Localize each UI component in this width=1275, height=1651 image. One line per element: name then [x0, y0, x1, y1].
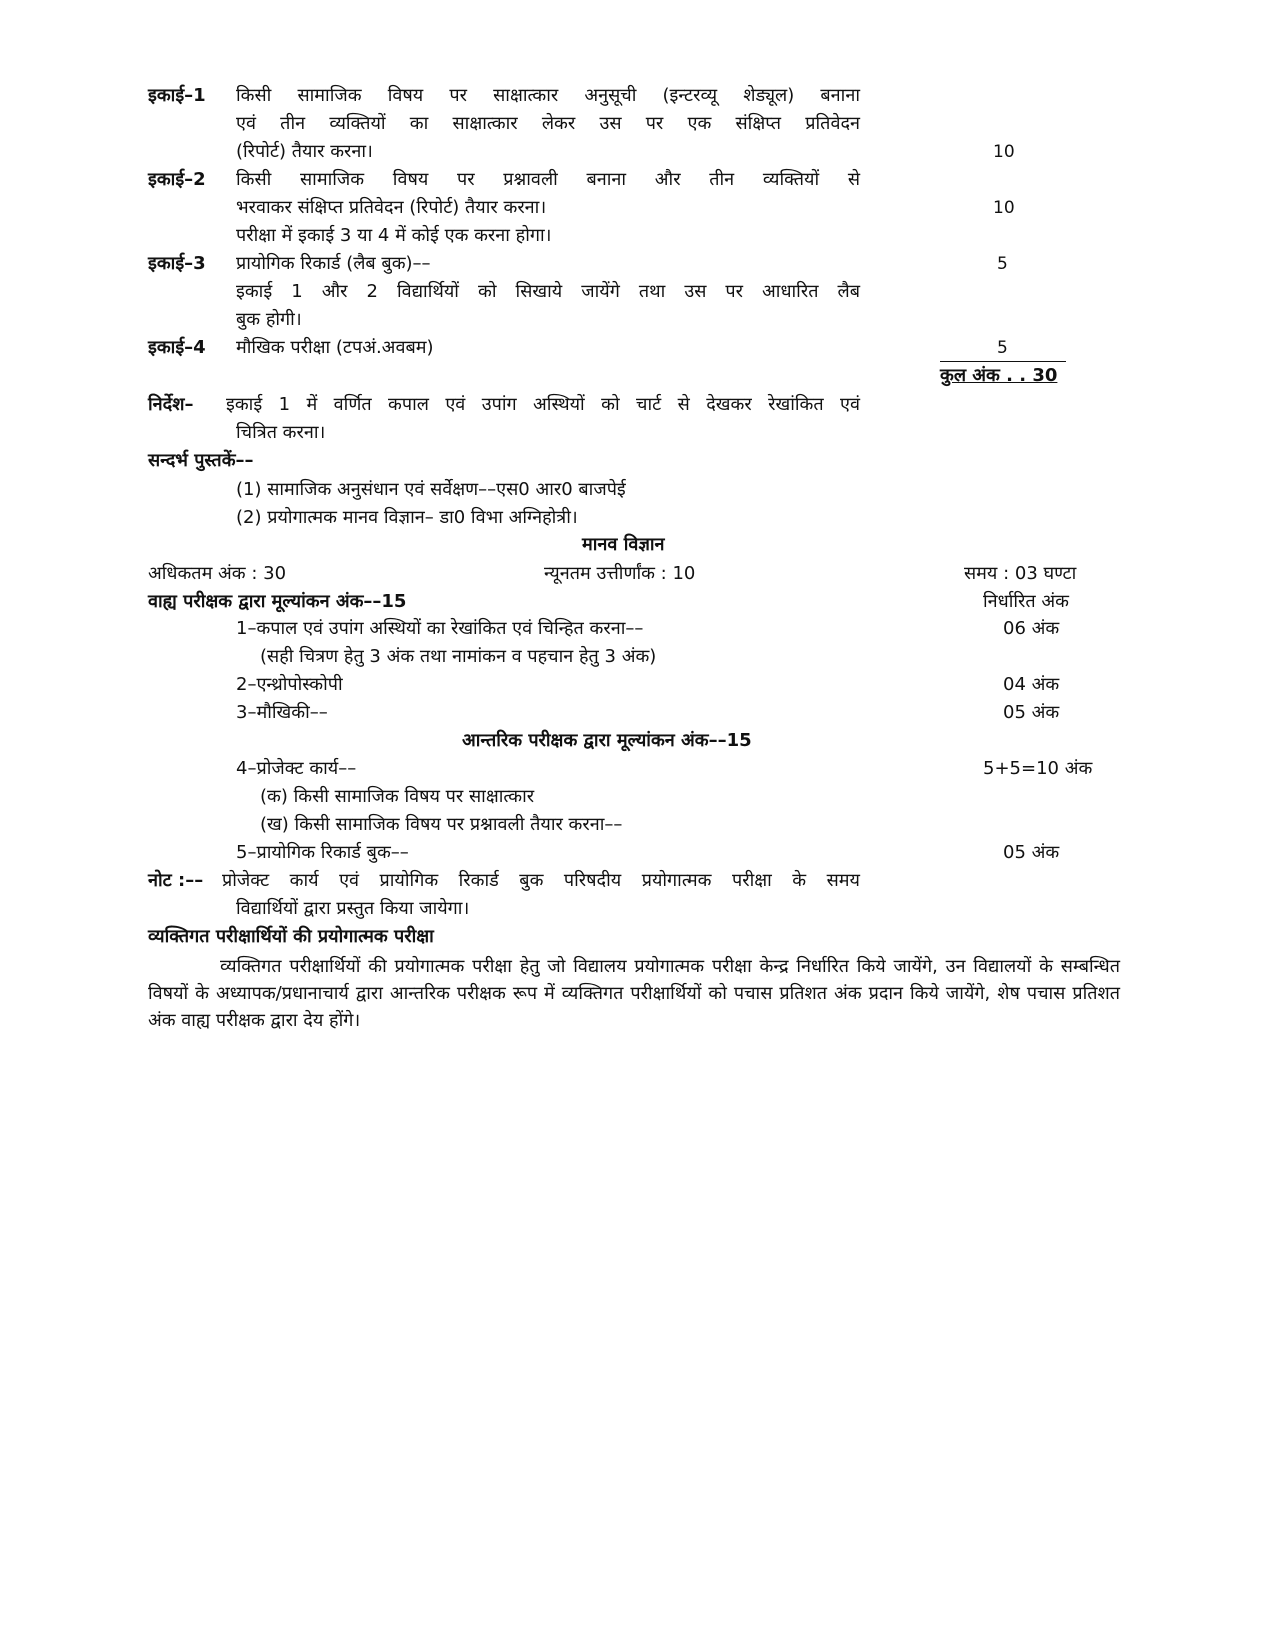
- internal-sub-item: (ख) किसी सामाजिक विषय पर प्रश्नावली तैयार करना––: [260, 814, 623, 835]
- note-line-1: प्रोजेक्ट कार्य एवं प्रायोगिक रिकार्ड बुक परिषदीय प्रयोगात्मक परीक्षा के समय: [222, 870, 860, 891]
- external-item-marks: 04 अंक: [1003, 674, 1060, 695]
- external-item: 1–कपाल एवं उपांग अस्थियों का रेखांकित एवं चिन्हित करना––: [236, 618, 644, 639]
- total-marks: कुल अंक . . 30: [940, 365, 1058, 386]
- unit-2-line-1: किसी सामाजिक विषय पर प्रश्नावली बनाना और तीन व्यक्तियों से: [236, 169, 860, 190]
- assigned-marks-header: निर्धारित अंक: [983, 591, 1069, 612]
- exam-title: मानव विज्ञान: [582, 534, 665, 555]
- unit-1-line-3: (रिपोर्ट) तैयार करना।: [236, 141, 373, 162]
- private-heading: व्यक्तिगत परीक्षार्थियों की प्रयोगात्मक परीक्षा: [148, 926, 434, 947]
- unit-1-line-1: किसी सामाजिक विषय पर साक्षात्कार अनुसूची (इन्टरव्यू शेड्यूल) बनाना: [236, 85, 860, 106]
- direction-line-2: चित्रित करना।: [236, 422, 326, 443]
- unit-3-line-3: बुक होगी।: [236, 309, 302, 330]
- max-marks: अधिकतम अंक : 30: [148, 563, 287, 584]
- unit-2-marks: 10: [993, 198, 1015, 218]
- direction-label: निर्देश–: [148, 394, 194, 415]
- unit-1-label: इकाई–1: [148, 85, 206, 106]
- external-item: 2–एन्थ्रोपोस्कोपी: [236, 674, 343, 695]
- internal-item: 4–प्रोजेक्ट कार्य––: [236, 758, 357, 779]
- unit-3-label: इकाई–3: [148, 253, 206, 274]
- external-item-marks: 05 अंक: [1003, 702, 1060, 723]
- private-paragraph: व्यक्तिगत परीक्षार्थियों की प्रयोगात्मक परीक्षा हेतु जो विद्यालय प्रयोगात्मक परीक्षा केन्द्र निर्धारित किये जायेंगे, उन विद्यालयों के सम्बन्धित विषयों के अध्यापक/प्रधानाचार्य द्वारा आन्तरिक परीक्षक रूप में व्यक्तिगत परीक्षार्थियों को पचास प्रतिशत अंक प्रदान किये जायेंगे, शेष पचास प्रतिशत अंक वाह्य परीक्षक द्वारा देय होंगे।: [148, 956, 1120, 1031]
- internal-heading: आन्तरिक परीक्षक द्वारा मूल्यांकन अंक––15: [462, 730, 752, 751]
- unit-2-line-2: भरवाकर संक्षिप्त प्रतिवेदन (रिपोर्ट) तैयार करना।: [236, 197, 547, 218]
- reference-item: (1) सामाजिक अनुसंधान एवं सर्वेक्षण––एस0 आर0 बाजपेई: [236, 479, 626, 500]
- reference-item: (2) प्रयोगात्मक मानव विज्ञान– डा0 विभा अग्निहोत्री।: [236, 507, 578, 528]
- unit-1-marks: 10: [993, 142, 1015, 162]
- unit-2-label: इकाई–2: [148, 169, 206, 190]
- note-line-2: विद्यार्थियों द्वारा प्रस्तुत किया जायेगा।: [236, 898, 470, 919]
- external-item-marks: 06 अंक: [1003, 618, 1060, 639]
- unit-1-line-2: एवं तीन व्यक्तियों का साक्षात्कार लेकर उस पर एक संक्षिप्त प्रतिवेदन: [236, 113, 860, 134]
- external-item-note: (सही चित्रण हेतु 3 अंक तथा नामांकन व पहचान हेतु 3 अंक): [260, 646, 657, 667]
- unit-3-line-1: प्रायोगिक रिकार्ड (लैब बुक)––: [236, 253, 431, 274]
- unit-4-line-1: मौखिक परीक्षा (टपअं.अवबम): [236, 337, 434, 358]
- note-label: नोट :––: [148, 870, 204, 891]
- exam-time: समय : 03 घण्टा: [964, 563, 1077, 584]
- unit-4-marks: 5: [997, 338, 1008, 358]
- internal-item: 5–प्रायोगिक रिकार्ड बुक––: [236, 842, 409, 863]
- unit-3-line-2: इकाई 1 और 2 विद्यार्थियों को सिखाये जायेंगे तथा उस पर आधारित लैब: [236, 281, 860, 302]
- direction-line-1: इकाई 1 में वर्णित कपाल एवं उपांग अस्थियों को चार्ट से देखकर रेखांकित एवं: [226, 394, 860, 415]
- unit-2-line-3: परीक्षा में इकाई 3 या 4 में कोई एक करना होगा।: [236, 225, 552, 246]
- unit-3-marks: 5: [997, 254, 1008, 274]
- internal-item-marks: 5+5=10 अंक: [983, 758, 1093, 779]
- min-marks: न्यूनतम उत्तीर्णांक : 10: [544, 563, 696, 584]
- references-heading: सन्दर्भ पुस्तकें––: [148, 450, 254, 471]
- total-top-rule: [940, 361, 1066, 362]
- unit-4-label: इकाई–4: [148, 337, 206, 358]
- internal-item-marks: 05 अंक: [1003, 842, 1060, 863]
- internal-sub-item: (क) किसी सामाजिक विषय पर साक्षात्कार: [260, 786, 535, 807]
- external-item: 3–मौखिकी––: [236, 702, 328, 723]
- external-heading: वाह्य परीक्षक द्वारा मूल्यांकन अंक––15: [148, 591, 407, 612]
